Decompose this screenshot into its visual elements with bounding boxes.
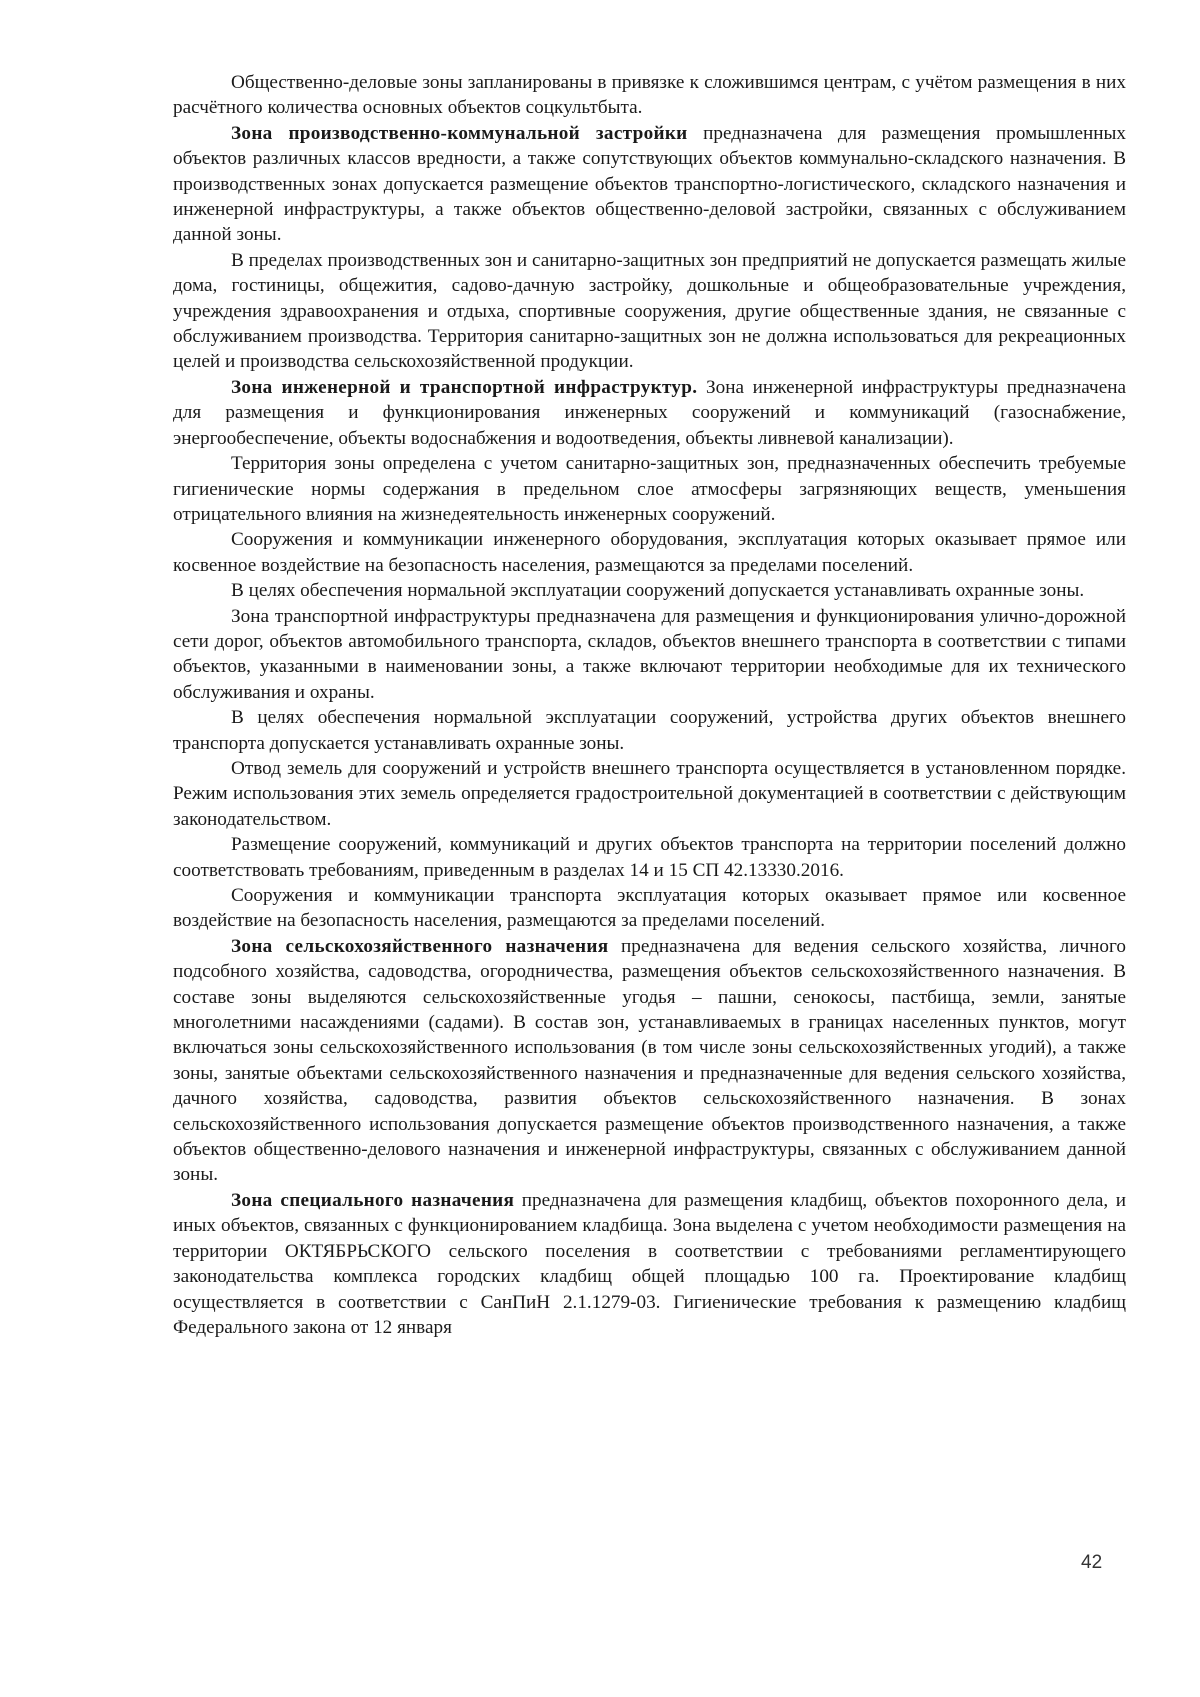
paragraph-engineering-facilities: Сооружения и коммуникации инженерного оборудования, эксплуатация которых оказывает прямое или косвенное воздействие на безопасность населения, размещаются за пределами поселений. bbox=[173, 529, 1126, 576]
document-page bbox=[173, 70, 1126, 1340]
heading-industrial-zone: Зона производственно-коммунальной застройки bbox=[231, 122, 688, 144]
paragraph-land-allocation: Отвод земель для сооружений и устройств внешнего транспорта осуществляется в установленном порядке. Режим использования этих земель определяется градостроительной документацией в соответствии с действующим законодательством. bbox=[173, 757, 1126, 830]
paragraph-zone-territory: Территория зоны определена с учетом санитарно-защитных зон, предназначенных обеспечить требуемые гигиенические нормы содержания в предельном слое атмосферы загрязняющих веществ, уменьшения отрицательного влияния на жизнедеятельность инженерных сооружений. bbox=[173, 453, 1126, 525]
paragraph-protection-zones: В целях обеспечения нормальной эксплуатации сооружений допускается устанавливать охранные зоны. bbox=[231, 580, 1085, 602]
heading-special-zone: Зона специального назначения bbox=[231, 1189, 515, 1211]
paragraph-public-business-zones: Общественно-деловые зоны запланированы в привязке к сложившимся центрам, с учётом размещения в них расчётного количества основных объектов соцкультбыта. bbox=[173, 72, 1126, 119]
paragraph-transport-placement: Размещение сооружений, коммуникаций и других объектов транспорта на территории поселений должно соответствовать требованиям, приведенным в разделах 14 и 15 СП 42.13330.2016. bbox=[173, 834, 1126, 881]
paragraph-agricultural-zone: Зона сельскохозяйственного назначения предназначена для ведения сельского хозяйства, личного подсобного хозяйства, садоводства, огородничества, размещения объектов сельскохозяйственного назначения. В составе зоны выделяются сельскохозяйственные угодья – пашни, сенокосы, пастбища, земли, занятые многолетними насаждениями (садами). В состав зон, устанавливаемых в границах населенных пунктов, могут включаться зоны сельскохозяйственного использования (в том числе зоны сельскохозяйственных угодий), а также зоны, занятые объектами сельскохозяйственного назначения и предназначенные для ведения сельского хозяйства, дачного хозяйства, садоводства, развития объектов сельскохозяйственного назначения. В зонах сельскохозяйственного использования допускается размещение объектов производственного назначения, а также объектов общественно-делового назначения и инженерной инфраструктуры, связанных с обслуживанием данной зоны. bbox=[173, 935, 1126, 1186]
heading-agricultural-zone: Зона сельскохозяйственного назначения bbox=[231, 935, 609, 957]
paragraph-industrial-zone: Зона производственно-коммунальной застройки предназначена для размещения промышленных объектов различных классов вредности, а также сопутствующих объектов коммунально-складского назначения. В производственных зонах допускается размещение объектов транспортно-логистического, складского назначения и инженерной инфраструктуры, а также объектов общественно-деловой застройки, связанных с обслуживанием данной зоны. bbox=[173, 122, 1126, 246]
heading-engineering-zone: Зона инженерной и транспортной инфраструктур. bbox=[231, 376, 698, 398]
paragraph-transport-zone: Зона транспортной инфраструктуры предназначена для размещения и функционирования улично-дорожной сети дорог, объектов автомобильного транспорта, складов, объектов внешнего транспорта в соответствии с типами объектов, указанными в наименовании зоны, а также включают территории необходимые для их технического обслуживания и охраны. bbox=[173, 605, 1126, 703]
paragraph-transport-protection: В целях обеспечения нормальной эксплуатации сооружений, устройства других объектов внешнего транспорта допускается устанавливать охранные зоны. bbox=[173, 707, 1126, 754]
paragraph-transport-facilities: Сооружения и коммуникации транспорта эксплуатация которых оказывает прямое или косвенное воздействие на безопасность населения, размещаются за пределами поселений. bbox=[173, 885, 1126, 932]
paragraph-industrial-restrictions: В пределах производственных зон и санитарно-защитных зон предприятий не допускается размещать жилые дома, гостиницы, общежития, садово-дачную застройку, дошкольные и общеобразовательные учреждения, учреждения здравоохранения и отдыха, спортивные сооружения, другие общественные здания, не связанные с обслуживанием производства. Территория санитарно-защитных зон не должна использоваться для рекреационных целей и производства сельскохозяйственной продукции. bbox=[173, 249, 1126, 373]
page-number: 42 bbox=[1081, 1552, 1103, 1573]
paragraph-engineering-zone: Зона инженерной и транспортной инфраструктур. Зона инженерной инфраструктуры предназначена для размещения и функционирования инженерных сооружений и коммуникаций (газоснабжение, энергообеспечение, объекты водоснабжения и водоотведения, объекты ливневой канализации). bbox=[173, 376, 1126, 449]
paragraph-special-zone: Зона специального назначения предназначена для размещения кладбищ, объектов похоронного дела, и иных объектов, связанных с функционированием кладбища. Зона выделена с учетом необходимости размещения на территории ОКТЯБРЬСКОГО сельского поселения в соответствии с требованиями регламентирующего законодательства комплекса городских кладбищ общей площадью 100 га. Проектирование кладбищ осуществляется в соответствии с СанПиН 2.1.1279-03. Гигиенические требования к размещению кладбищ Федерального закона от 12 января bbox=[173, 1189, 1126, 1338]
